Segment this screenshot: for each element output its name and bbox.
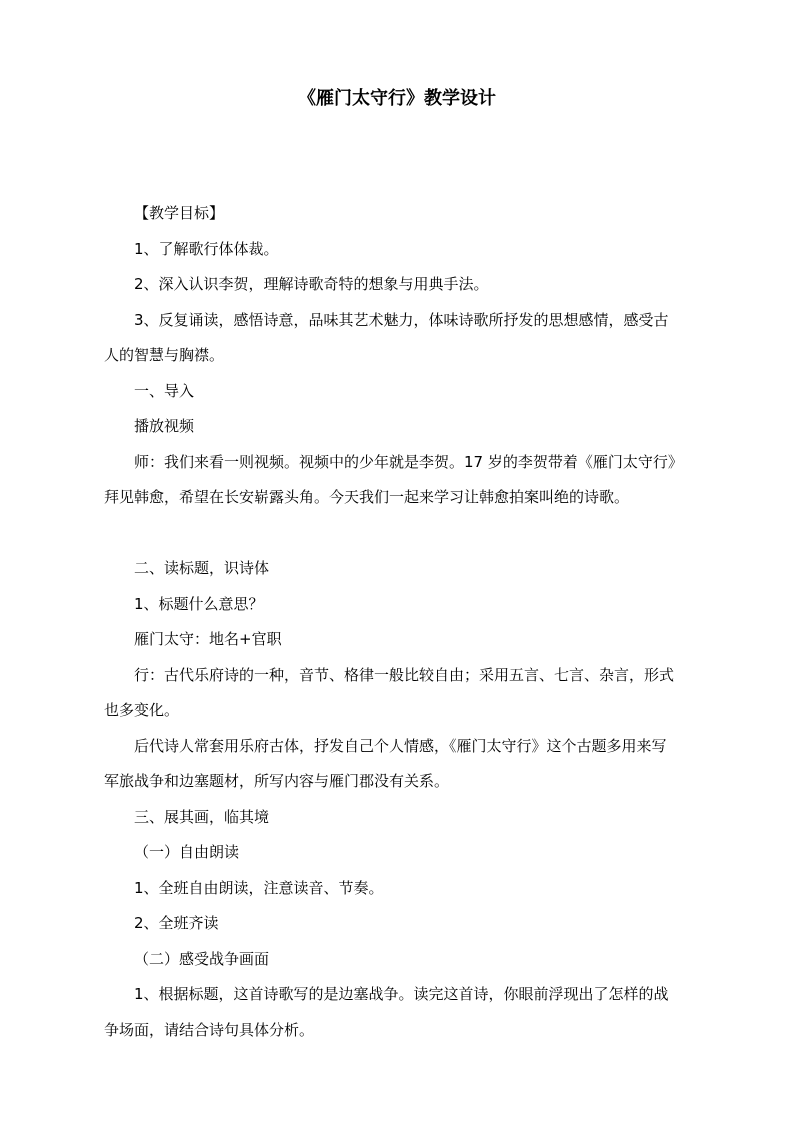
section-heading-intro: 一、导入 [134,381,195,400]
subsection-heading: （二）感受战争画面 [134,949,270,968]
paragraph-line: 雁门太守：地名+官职 [134,630,282,648]
paragraph-line: 2、深入认识李贺，理解诗歌奇特的想象与用典手法。 [134,275,489,293]
paragraph-line: 1、了解歌行体体裁。 [134,239,279,258]
section-heading-read-title: 二、读标题，识诗体 [134,559,270,577]
paragraph-line: 争场面，请结合诗句具体分析。 [104,1020,315,1039]
paragraph-line: 1、根据标题，这首诗歌写的是边塞战争。读完这首诗，你眼前浮现出了怎样的战 [134,985,669,1003]
paragraph-line: 3、反复诵读，感悟诗意，品味其艺术魅力，体味诗歌所抒发的思想感情，感受古 [134,310,669,329]
paragraph-line: 后代诗人常套用乐府古体，抒发自己个人情感，《雁门太守行》这个古题多用来写 [134,736,667,755]
section-heading-scene: 三、展其画，临其境 [134,807,270,826]
subsection-heading: （一）自由朗读 [134,843,240,861]
section-heading-teaching-goals: 【教学目标】 [134,204,225,222]
document-title: 《雁门太守行》教学设计 [298,88,496,109]
document-body [104,196,694,1048]
paragraph-line: 拜见韩愈，希望在长安崭露头角。今天我们一起来学习让韩愈拍案叫绝的诗歌。 [104,488,630,506]
paragraph-line: 1、标题什么意思？ [134,594,264,613]
paragraph-line: 师：我们来看一则视频。视频中的少年就是李贺。17 岁的李贺带着《雁门太守行》 [134,452,683,471]
paragraph-line: 2、全班齐读 [134,914,219,932]
paragraph-line: 人的智慧与胸襟。 [104,346,225,364]
paragraph-line: 军旅战争和边塞题材，所写内容与雁门郡没有关系。 [104,772,450,790]
paragraph-line: 行：古代乐府诗的一种，音节、格律一般比较自由；采用五言、七言、杂言，形式 [134,665,675,684]
paragraph-line: 1、全班自由朗读，注意读音、节奏。 [134,878,384,897]
paragraph-line: 播放视频 [134,417,195,435]
paragraph-line: 也多变化。 [104,701,180,719]
blank-line [104,516,694,552]
